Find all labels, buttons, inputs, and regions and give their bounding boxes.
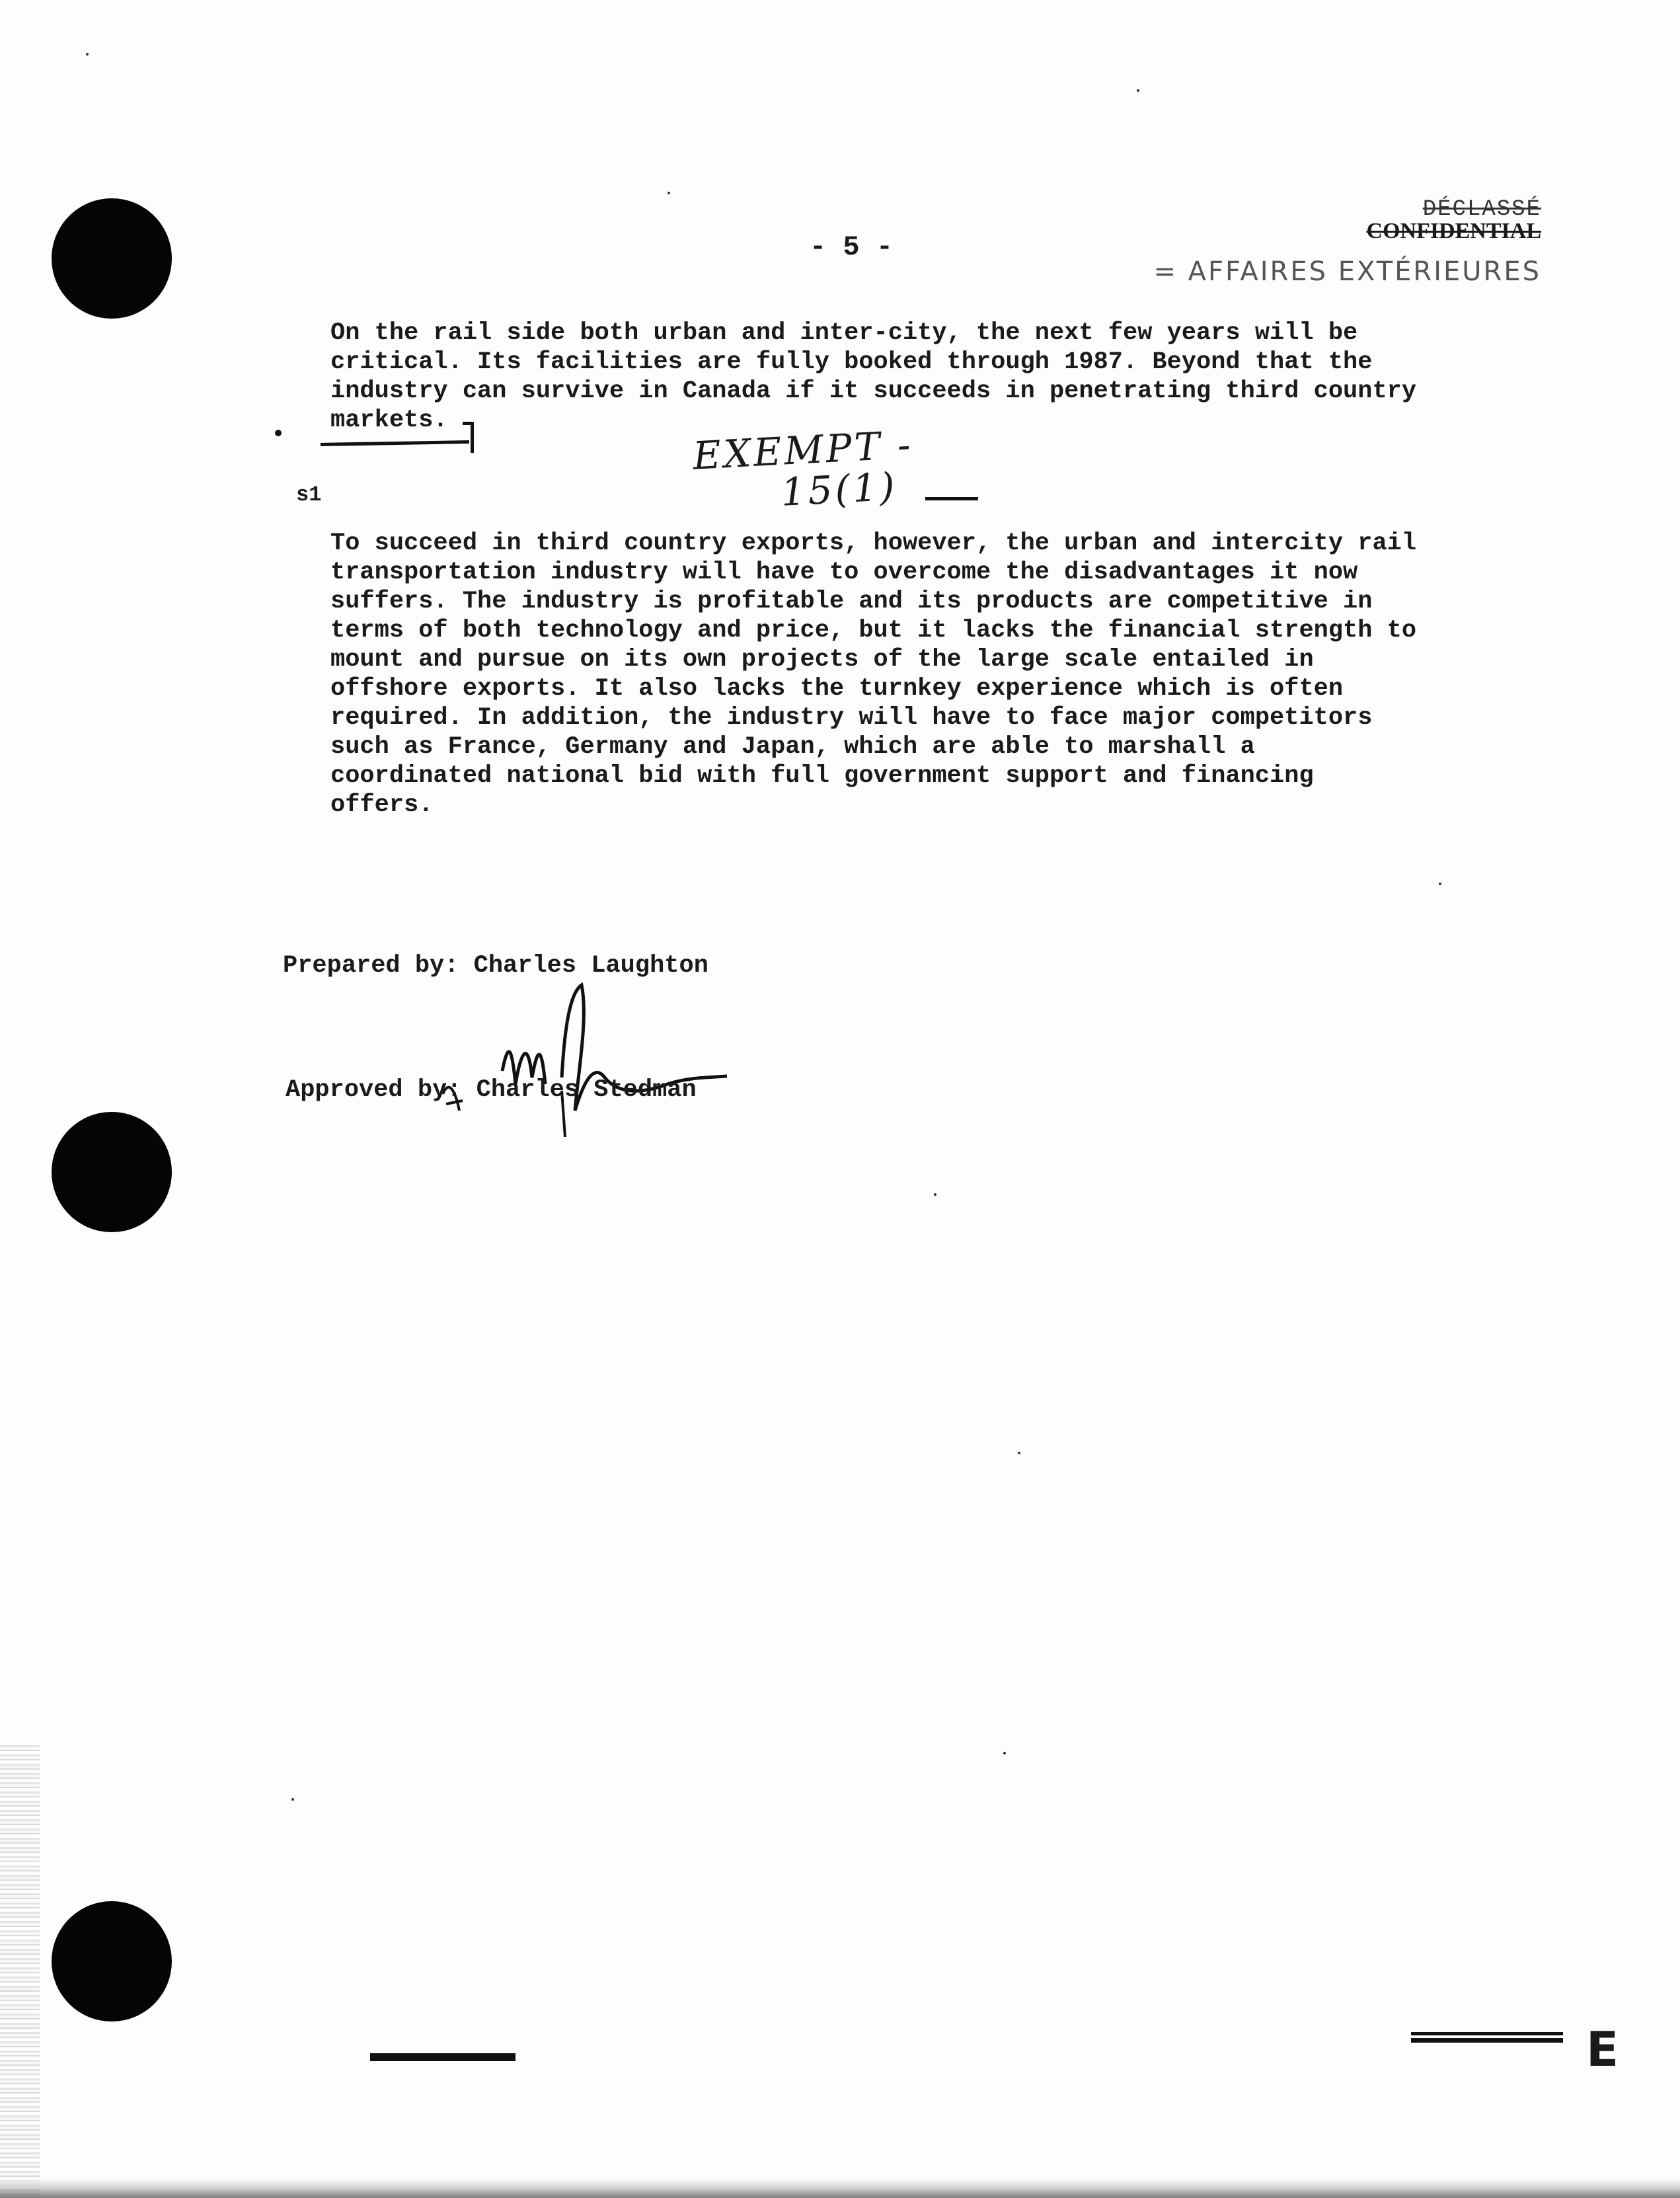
paragraph-rail-outlook: On the rail side both urban and inter-city, the next few years will be critical. Its facilities are fully booked through 1987. Beyond that the industry can survive in Canada if it succeeds in penetrating third country markets. [330, 319, 1417, 434]
scan-speck [1439, 883, 1441, 885]
redaction-bar-right [1411, 2032, 1563, 2043]
binder-hole-middle [52, 1112, 172, 1232]
approved-by: Approved by: Charles Stedman [286, 1076, 697, 1104]
prepared-by: Prepared by: Charles Laughton [283, 952, 708, 980]
exemption-line-1: EXEMPT - [691, 422, 915, 479]
scan-speck [1003, 1752, 1006, 1754]
handwritten-underline [321, 440, 469, 446]
margin-dot [275, 430, 282, 436]
handwritten-exemption-note [692, 424, 916, 517]
scan-speck [934, 1193, 936, 1196]
scan-bottom-edge [0, 2179, 1680, 2198]
scan-speck [86, 53, 89, 56]
scan-speck [1018, 1452, 1020, 1454]
margin-mark: s1 [296, 483, 322, 507]
scan-speck [1137, 89, 1139, 92]
stamp-ministry: = AFFAIRES EXTÉRIEURES [1153, 256, 1541, 287]
handwritten-signature [430, 978, 826, 1150]
scan-speck [291, 1798, 294, 1801]
binder-hole-bottom [52, 1901, 172, 2021]
scan-edge-noise [0, 1745, 40, 2198]
stamp-declasse: DÉCLASSÉ [1422, 197, 1541, 222]
page-number: - 5 - [810, 231, 894, 263]
stamp-classification: CONFIDENTIAL [1366, 218, 1541, 243]
declassification-stamp [1367, 198, 1541, 243]
corner-mark: E [1586, 2021, 1619, 2077]
binder-hole-top [52, 198, 172, 319]
redaction-bar-left [370, 2053, 515, 2061]
exemption-line-2: 15(1) [779, 463, 899, 515]
scan-speck [668, 192, 670, 194]
exemption-underline [925, 497, 978, 500]
handwritten-bracket [463, 422, 474, 453]
paragraph-export-challenges: To succeed in third country exports, however, the urban and intercity rail transportation industry will have to overcome the disadvantages it now suffers. The industry is profitable and its products are competitive in terms of both technology and price, but it lacks the financial strength to mount and pursue on its own projects of the large scale entailed in offshore exports. It also lacks the turnkey experience which is often required. In addition, the industry will have to face major competitors such as France, Germany and Japan, which are able to marshall a coordinated national bid with full government support and financing offers. [330, 530, 1417, 819]
